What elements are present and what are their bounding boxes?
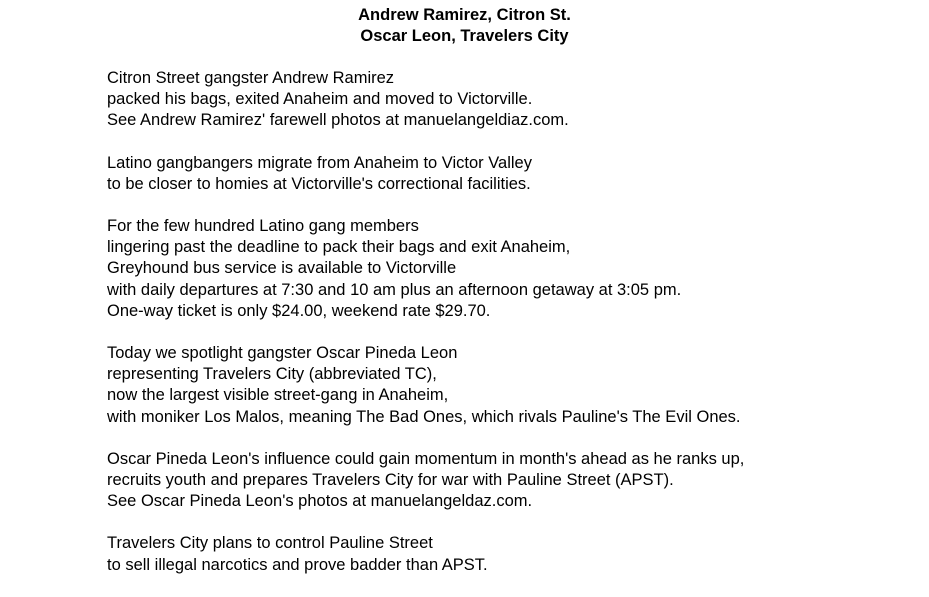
text-line: Latino gangbangers migrate from Anaheim to Victor Valley (107, 153, 532, 172)
paragraph-ramirez-move (107, 68, 907, 132)
text-line: See Oscar Pineda Leon's photos at manuelangeldaz.com. (107, 492, 533, 511)
paragraph-leon-spotlight (107, 343, 907, 428)
text-line: to be closer to homies at Victorville's correctional facilities. (107, 174, 531, 193)
text-line: now the largest visible street-gang in Anaheim, (107, 386, 449, 405)
article-body (107, 68, 907, 597)
text-line: Oscar Pineda Leon's influence could gain momentum in month's ahead as he ranks up, (107, 449, 745, 468)
text-line: recruits youth and prepares Travelers City for war with Pauline Street (APST). (107, 471, 674, 490)
text-line: to sell illegal narcotics and prove badder than APST. (107, 555, 488, 574)
paragraph-greyhound (107, 216, 907, 322)
text-line: Citron Street gangster Andrew Ramirez (107, 69, 395, 87)
text-line: Travelers City plans to control Pauline Street (107, 534, 433, 553)
text-line: packed his bags, exited Anaheim and moved to Victorville. (107, 90, 533, 109)
paragraph-leon-influence (107, 449, 907, 513)
text-line: Greyhound bus service is available to Victorville (107, 259, 457, 278)
text-line: See Andrew Ramirez' farewell photos at manuelangeldiaz.com. (107, 111, 569, 130)
text-line: representing Travelers City (abbreviated TC), (107, 365, 437, 384)
text-line: with moniker Los Malos, meaning The Bad Ones, which rivals Pauline's The Evil Ones. (107, 407, 741, 426)
paragraph-migration (107, 153, 907, 195)
page-title: Andrew Ramirez, Citron St. (358, 6, 571, 24)
text-line: For the few hundred Latino gang members (107, 217, 419, 236)
text-line: Today we spotlight gangster Oscar Pineda Leon (107, 344, 458, 363)
paragraph-travelers-plans (107, 533, 907, 575)
text-line: with daily departures at 7:30 and 10 am plus an afternoon getaway at 3:05 pm. (107, 280, 682, 299)
text-line: One-way ticket is only $24.00, weekend rate $29.70. (107, 301, 491, 320)
page-header (0, 5, 929, 47)
text-line: lingering past the deadline to pack their bags and exit Anaheim, (107, 238, 571, 257)
page-subtitle: Oscar Leon, Travelers City (360, 27, 569, 45)
